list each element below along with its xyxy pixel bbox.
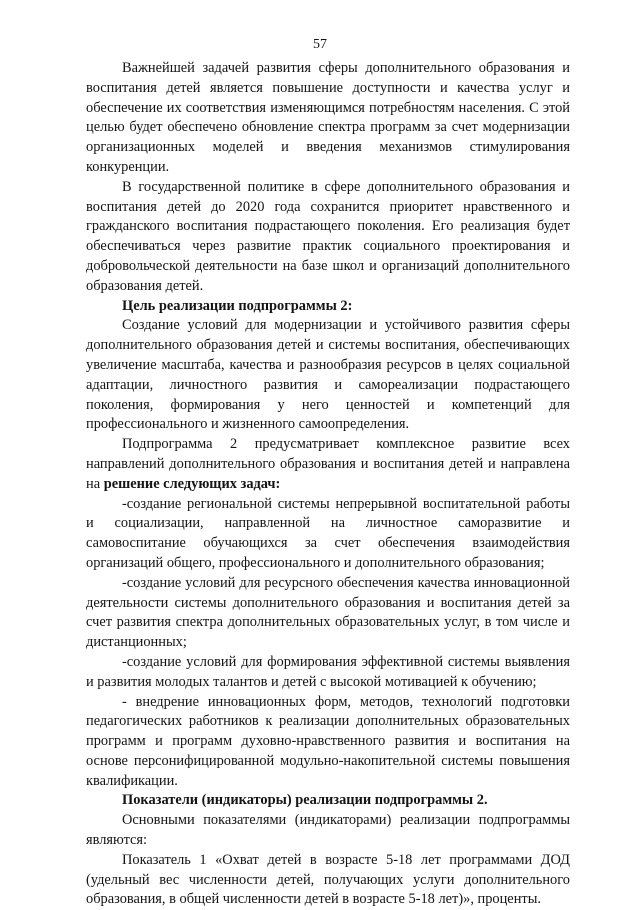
page-body: [86, 59, 570, 910]
paragraph-indicators-intro: Основными показателями (индикаторами) реализации подпрограммы являются:: [86, 812, 570, 849]
paragraph-development-task: Важнейшей задачей развития сферы дополнительного образования и воспитания детей является повышение доступности и качества услуг и обеспечение их соответствия изменяющимся потребностям населения. С этой целью будет обеспечено обновление спектра программ за счет модернизации организационных моделей и введения механизмов стимулирования конкуренции.: [86, 60, 570, 175]
tasks-lead-bold: решение следующих задач:: [103, 475, 281, 492]
goal-heading: Цель реализации подпрограммы 2:: [122, 297, 353, 314]
task-item-2: -создание условий для ресурсного обеспечения качества инновационной деятельности системы дополнительного образования и воспитания детей за счет развития спектра дополнительных образовательных услуг, в том числе и дистанционных;: [86, 574, 570, 651]
paragraph-goal: Создание условий для модернизации и устойчивого развития сферы дополнительного образования детей и системы воспитания, обеспечивающих увеличение масштаба, качества и разнообразия ресурсов в целях социальной адаптации, личностного развития и самореализации подрастающего поколения, формирования у него ценностей и компетенций для профессионального и жизненного самоопределения.: [86, 317, 570, 433]
task-item-3: -создание условий для формирования эффективной системы выявления и развития молодых талантов и детей с высокой мотивацией к обучению;: [86, 653, 570, 690]
tasks-lead-text: Подпрограмма 2 предусматривает комплексное развитие всех направлений дополнительного образования и воспитания детей и направлена на: [86, 436, 570, 492]
paragraph-indicator-1: Показатель 1 «Охват детей в возрасте 5-18 лет программами ДОД (удельный вес численности детей, получающих услуги дополнительного образования, в общей численности детей в возрасте 5-18 лет)», проценты.: [86, 851, 570, 908]
paragraph-subprogram-tasks: [86, 435, 570, 494]
indicators-heading: Показатели (индикаторы) реализации подпрограммы 2.: [122, 792, 488, 809]
page-number: 57: [313, 37, 327, 52]
paragraph-state-policy: В государственной политике в сфере дополнительного образования и воспитания детей до 2020 года сохранится приоритет нравственного и гражданского воспитания подрастающего поколения. Его реализация будет обеспечиваться через развитие практик социального проектирования и добровольческой деятельности на базе школ и организаций дополнительного образования детей.: [86, 178, 570, 294]
task-item-1: -создание региональной системы непрерывной воспитательной работы и социализации, направленной на личностное саморазвитие и самовоспитание обучающихся за счет обеспечения взаимодействия организаций общего, профессионального и дополнительного образования;: [86, 495, 570, 571]
task-item-4: - внедрение инновационных форм, методов, технологий подготовки педагогических работников к реализации дополнительных образовательных программ и программ духовно-нравственного развития и воспитания на основе персонифицированной модульно-накопительной системы повышения квалификации.: [86, 693, 570, 789]
